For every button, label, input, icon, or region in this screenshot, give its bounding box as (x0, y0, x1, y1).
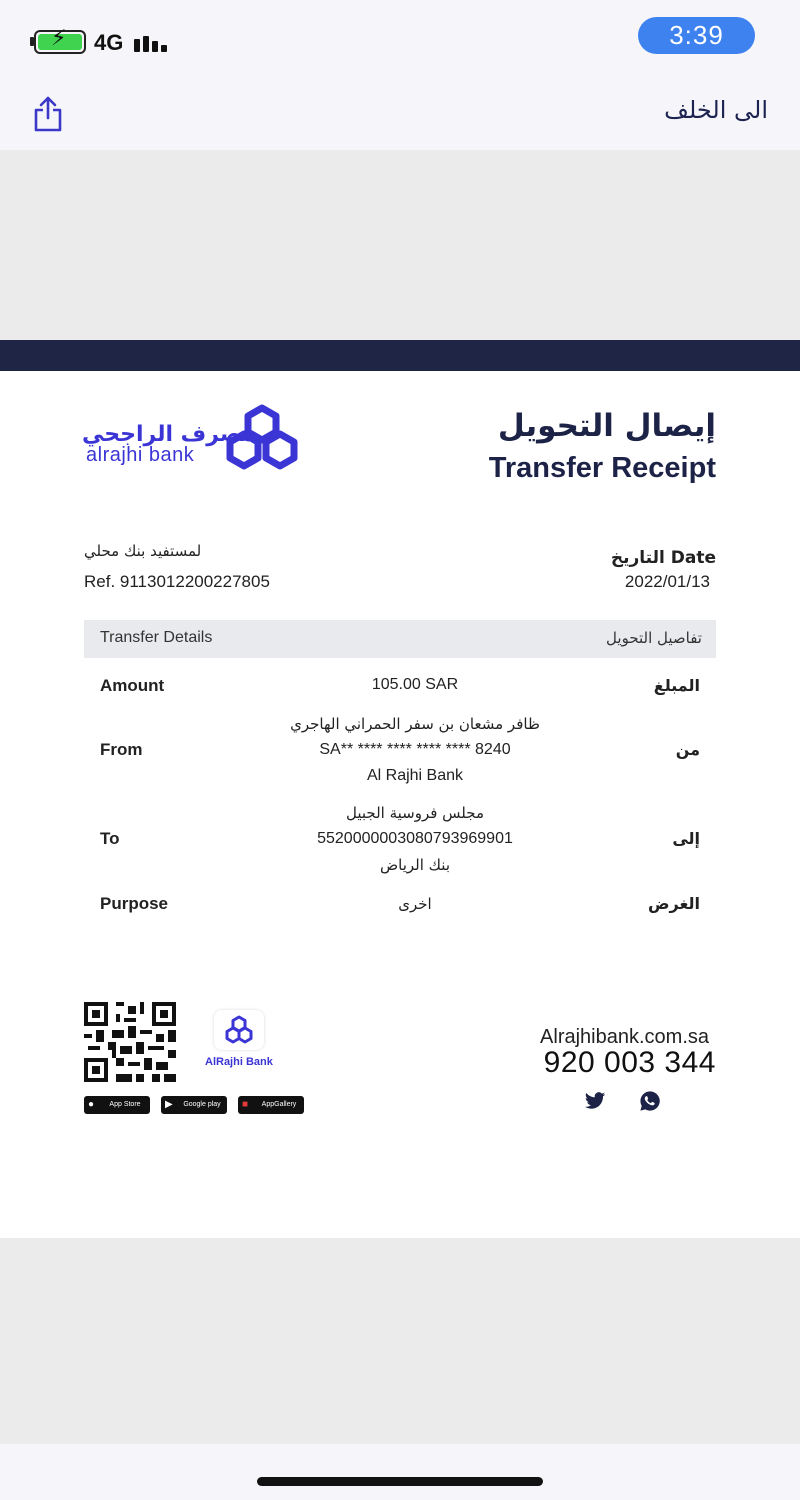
amount-label-arabic: المبلغ (653, 676, 700, 695)
purpose-label-arabic: الغرض (648, 894, 700, 913)
status-time[interactable]: 3:39 (638, 17, 755, 54)
receipt-header-band (0, 340, 800, 371)
share-button[interactable] (28, 94, 68, 134)
twitter-icon[interactable] (584, 1090, 606, 1112)
details-header-arabic: تفاصيل التحويل (606, 629, 702, 647)
from-label-english: From (100, 740, 143, 759)
recipient-name: مجلس فروسية الجبيل (345, 804, 484, 822)
from-label-arabic: من (675, 740, 700, 759)
receipt-title-arabic: إيصال التحويل (497, 408, 716, 444)
beneficiary-type: لمستفيد بنك محلي (84, 542, 202, 560)
receipt-title-english: Transfer Receipt (488, 452, 716, 484)
status-bar (0, 0, 800, 80)
recipient-bank: بنك الرياض (379, 856, 450, 874)
date-value: 2022/01/13 (624, 572, 710, 591)
purpose-label-english: Purpose (100, 894, 169, 913)
whatsapp-icon[interactable] (639, 1090, 661, 1112)
battery-tip (30, 37, 34, 46)
huawei-icon: ■ (242, 1099, 249, 1110)
navigation-bar (0, 80, 800, 150)
purpose-value: اخرى (398, 895, 432, 913)
to-label-english: To (100, 829, 120, 848)
app-icon[interactable] (214, 1010, 264, 1050)
home-indicator[interactable] (257, 1477, 543, 1486)
reference-number: Ref. 9113012200227805 (84, 572, 270, 591)
battery-icon: ⚡ (34, 30, 86, 54)
sender-account: SA** **** **** **** **** 8240 (319, 741, 511, 758)
bank-name-english: alrajhi bank (86, 444, 195, 466)
signal-bars-icon (134, 32, 174, 52)
details-header-english: Transfer Details (100, 629, 213, 646)
recipient-account: 5520000003080793969901 (317, 830, 513, 847)
amount-label-english: Amount (100, 676, 165, 695)
play-icon: ▶ (165, 1099, 173, 1110)
sender-name: ظافر مشعان بن سفر الحمراني الهاجري (290, 715, 540, 733)
share-icon (28, 94, 68, 134)
sender-bank: Al Rajhi Bank (366, 767, 464, 784)
apple-icon: ● (88, 1099, 95, 1110)
app-store-badge[interactable]: ● App Store (84, 1096, 150, 1114)
google-play-badge[interactable]: ▶ Google play (161, 1096, 227, 1114)
bank-phone[interactable]: 920 003 344 (543, 1046, 716, 1079)
transfer-receipt (0, 340, 800, 1238)
bank-website[interactable]: Alrajhibank.com.sa (540, 1026, 709, 1048)
amount-value: 105.00 SAR (371, 676, 459, 693)
network-type: 4G (94, 30, 124, 55)
back-button[interactable]: الى الخلف (664, 96, 768, 124)
transfer-details-header (84, 620, 716, 658)
app-gallery-badge[interactable]: ■ AppGallery (238, 1096, 304, 1114)
qr-code-icon[interactable] (84, 1002, 176, 1082)
to-label-arabic: إلى (672, 829, 700, 848)
date-label: التاريخ Date (610, 548, 716, 568)
bottom-bar (0, 1444, 800, 1500)
bank-name-arabic: مصرف الراجحي (82, 422, 256, 447)
alrajhi-app-logo-icon (214, 1010, 264, 1050)
app-name: AlRajhi Bank (205, 1056, 273, 1068)
